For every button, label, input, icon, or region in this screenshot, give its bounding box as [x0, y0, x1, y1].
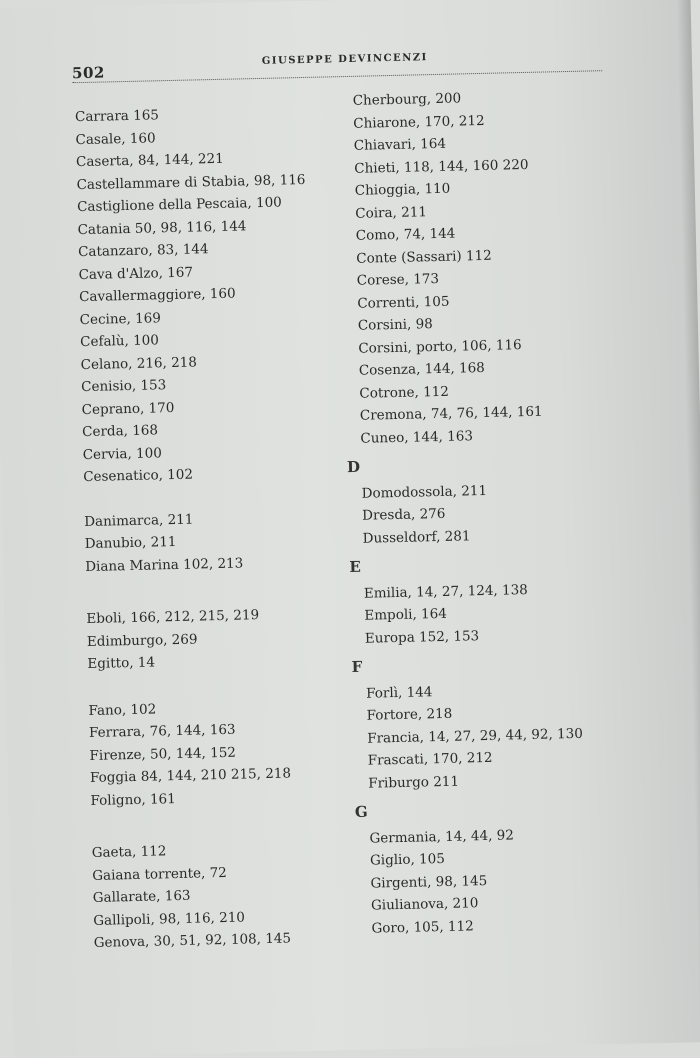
index-group-g [92, 836, 364, 955]
index-entry: Dresda, 276 [361, 505, 446, 524]
index-entry: Empoli, 164 [364, 605, 448, 624]
index-entry: Gallarate, 163 [92, 887, 191, 906]
index-entry: Caserta, 84, 144, 221 [75, 150, 224, 171]
index-entry: Catania 50, 98, 116, 144 [77, 217, 247, 238]
index-entry: Ferrara, 76, 144, 163 [88, 721, 236, 741]
index-entry: Chiarone, 170, 212 [353, 112, 485, 132]
index-entry: Cesenatico, 102 [83, 466, 194, 486]
index-entry: Francia, 14, 27, 29, 44, 92, 130 [367, 725, 584, 747]
index-entry: Gaeta, 112 [91, 843, 167, 861]
index-entry: Chioggia, 110 [354, 180, 451, 199]
page-header [72, 46, 602, 86]
section-letter-g: G [354, 802, 369, 821]
page-number: 502 [71, 63, 106, 83]
index-group-g [369, 820, 691, 940]
index-entry: Celano, 216, 218 [80, 353, 198, 373]
index-entry: Cavallermaggiore, 160 [78, 285, 236, 306]
index-entry: Chieti, 118, 144, 160 220 [354, 156, 529, 177]
index-column-left [75, 100, 364, 954]
running-head: GIUSEPPE DEVINCENZI [261, 52, 428, 67]
index-entry: Fortore, 218 [366, 705, 453, 724]
index-entry: Germania, 14, 44, 92 [369, 826, 515, 847]
index-column-right [346, 83, 692, 940]
section-letter-d: D [346, 457, 362, 477]
index-entry: Ceprano, 170 [81, 399, 175, 418]
index-entry: Foggia 84, 144, 210 215, 218 [89, 765, 292, 786]
index-entry: Castellammare di Stabia, 98, 116 [76, 171, 306, 193]
index-group-c-continued [353, 83, 681, 450]
section-letter-e: E [349, 557, 362, 577]
index-group-d [84, 504, 355, 578]
index-entry: Cosenza, 144, 168 [358, 359, 485, 379]
header-dotted-rule [72, 70, 602, 83]
index-entry: Como, 74, 144 [355, 225, 456, 244]
index-entry: Cremona, 74, 76, 144, 161 [359, 403, 543, 424]
index-entry: Casale, 160 [75, 129, 156, 148]
section-letter-f: F [351, 657, 364, 677]
index-group-e [86, 602, 357, 676]
index-group-d [361, 475, 682, 550]
index-entry: Frascati, 170, 212 [367, 749, 493, 769]
index-entry: Corsini, porto, 106, 116 [358, 336, 522, 357]
index-entry: Corese, 173 [356, 270, 440, 289]
index-entry: Danimarca, 211 [84, 511, 194, 530]
index-entry: Cerda, 168 [82, 422, 159, 441]
index-entry: Eboli, 166, 212, 215, 219 [86, 607, 260, 628]
index-entry: Egitto, 14 [87, 654, 156, 673]
index-entry: Carrara 165 [74, 107, 160, 126]
index-entry: Foligno, 161 [90, 790, 176, 809]
index-entry: Europa 152, 153 [364, 627, 480, 647]
index-entry: Coira, 211 [355, 203, 428, 222]
index-entry: Fano, 102 [88, 700, 157, 719]
index-entry: Castiglione della Pescaia, 100 [76, 194, 282, 216]
index-entry: Conte (Sassari) 112 [356, 247, 492, 267]
index-entry: Cotrone, 112 [359, 383, 450, 402]
index-entry: Cuneo, 144, 163 [360, 427, 474, 447]
index-entry: Genova, 30, 51, 92, 108, 145 [93, 930, 292, 951]
index-entry: Girgenti, 98, 145 [370, 872, 488, 892]
index-entry: Corsini, 98 [357, 316, 433, 334]
index-entry: Forlì, 144 [366, 683, 433, 702]
index-entry: Emilia, 14, 27, 124, 138 [363, 581, 528, 602]
index-entry: Giglio, 105 [369, 850, 446, 869]
index-entry: Cervia, 100 [82, 444, 163, 463]
index-entry: Chiavari, 164 [353, 135, 447, 154]
index-entry: Cefalù, 100 [79, 332, 160, 351]
index-entry: Danubio, 211 [84, 533, 177, 553]
index-group-f [366, 675, 688, 795]
index-entry: Cecine, 169 [79, 309, 162, 328]
index-entry: Edimburgo, 269 [86, 631, 198, 650]
index-group-e [364, 575, 685, 650]
index-entry: Domodossola, 211 [361, 482, 488, 502]
index-entry: Catanzaro, 83, 144 [77, 241, 209, 261]
index-entry: Dusseldorf, 281 [362, 527, 471, 547]
index-entry: Cava d'Alzo, 167 [78, 264, 194, 283]
index-entry: Friburgo 211 [368, 773, 460, 792]
index-entry: Correnti, 105 [357, 293, 450, 312]
index-entry: Cherbourg, 200 [352, 90, 462, 109]
index-group-f [88, 693, 360, 812]
index-entry: Goro, 105, 112 [371, 917, 474, 937]
index-entry: Cenisio, 153 [81, 377, 167, 396]
index-entry: Gaiana torrente, 72 [92, 864, 227, 884]
index-entry: Firenze, 50, 144, 152 [89, 744, 237, 764]
index-entry: Gallipoli, 98, 116, 210 [93, 909, 246, 929]
index-entry: Giulianova, 210 [370, 895, 479, 914]
index-group-c [75, 100, 354, 489]
index-entry: Diana Marina 102, 213 [85, 554, 244, 575]
